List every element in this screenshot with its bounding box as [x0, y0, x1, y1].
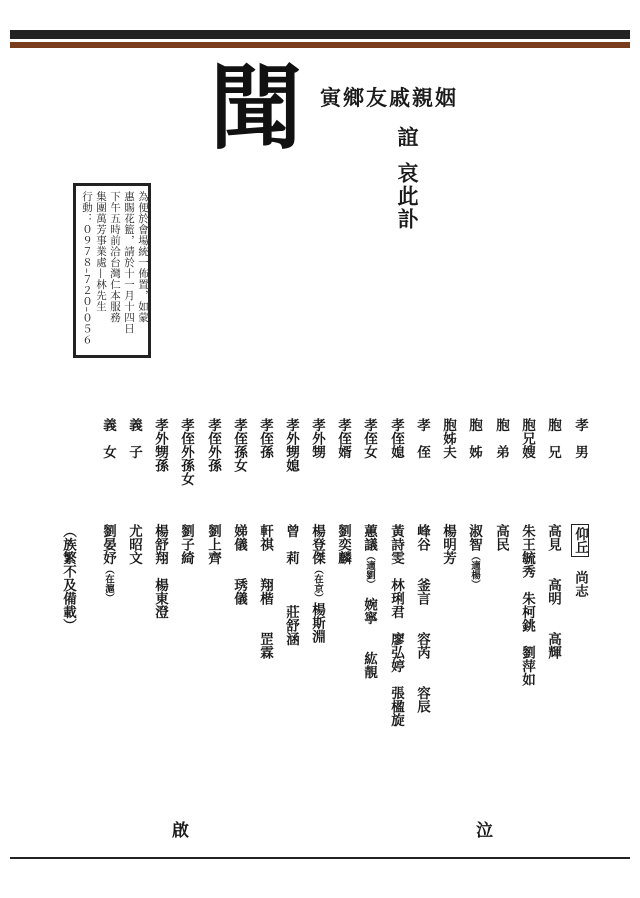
family-member-names	[412, 524, 432, 713]
member-name: 朱王毓秀 朱柯銚 劉萍如	[519, 524, 535, 686]
member-name: 劉晏妤	[100, 524, 116, 565]
title-character: 聞	[210, 54, 303, 162]
member-name: 尚志	[572, 557, 588, 598]
relation-label: 孝侄外孫女	[178, 418, 194, 486]
member-name: 軒祺 翔楷 罡霖	[257, 524, 273, 659]
relation-label: 孝侄婿	[335, 418, 351, 459]
member-note: （適劉）	[364, 551, 375, 585]
member-name: 劉上齊	[205, 524, 221, 565]
relation-label: 孝侄外孫	[205, 418, 221, 472]
family-member-names	[98, 524, 118, 603]
member-name: 楊斯淵	[309, 602, 325, 643]
relation-label: 胞 兄	[545, 418, 561, 459]
family-member-names	[438, 524, 458, 565]
notice-line: 下午五時前洽台灣仁本服務	[109, 191, 121, 323]
sign-weep: 泣	[476, 821, 493, 841]
family-member-names	[333, 524, 353, 565]
member-name: 曾 莉 莊舒涵	[283, 524, 299, 646]
member-name: 劉奕麟	[335, 524, 351, 565]
flower-notice-box	[73, 183, 151, 358]
header-line-1: 寅鄉友戚親姻	[320, 85, 458, 110]
member-name: 蕙議	[361, 524, 377, 551]
relation-label: 孝外甥孫	[152, 418, 168, 472]
relation-label: 胞 弟	[493, 418, 509, 459]
relation-label: 胞兄嫂	[519, 418, 535, 459]
member-name: 楊登傑	[309, 524, 325, 565]
relation-label: 孝侄媳	[388, 418, 404, 459]
relation-label: 孝 侄	[414, 418, 430, 459]
member-name: 劉子綺	[178, 524, 194, 565]
relation-label: 胞 姊	[466, 418, 482, 459]
footnote: （族繁不及備載）	[60, 524, 76, 632]
relation-label: 孝外甥媳	[283, 418, 299, 472]
family-member-names	[464, 524, 484, 589]
member-name: 婉寧 紘靚	[361, 584, 377, 679]
notice-line: 為便於會場統一佈置，如蒙	[137, 191, 149, 323]
relation-label: 孝 男	[572, 418, 588, 459]
header-line-3: 哀此訃	[395, 162, 420, 231]
notice-line: 惠賜花籃，請於十一月十四日	[123, 191, 135, 334]
highlighted-name: 仰丘	[571, 524, 589, 557]
family-member-names	[176, 524, 196, 565]
family-member-names	[124, 524, 144, 565]
member-name: 峰谷 釜言 容芮 容辰	[414, 524, 430, 713]
family-member-names	[491, 524, 511, 551]
member-note: （適楊）	[469, 551, 480, 589]
member-name: 高見 高明 高輝	[545, 524, 561, 659]
member-note: （在滬）	[103, 564, 114, 603]
relation-label: 義 女	[100, 418, 116, 459]
member-name: 黃詩雯 林琍君 廖弘婷 張楹旋	[388, 524, 404, 727]
top-brown-bar	[10, 42, 630, 48]
family-member-names	[203, 524, 223, 565]
header-line-2: 誼	[395, 126, 420, 149]
family-member-names	[150, 524, 170, 619]
family-member-names	[570, 524, 590, 598]
family-member-names	[281, 524, 301, 646]
family-member-names	[517, 524, 537, 686]
flower-notice-text	[80, 191, 150, 354]
relation-label: 孝外甥	[309, 418, 325, 459]
relation-label: 孝侄女	[361, 418, 377, 459]
member-note: （在京）	[312, 564, 323, 603]
notice-line: 集團萬芳事業處—林先生	[95, 191, 107, 312]
family-member-names	[543, 524, 563, 659]
relation-label: 義 子	[126, 418, 142, 459]
family-member-names	[229, 524, 249, 605]
member-name: 高民	[493, 524, 509, 551]
member-name: 楊明芳	[440, 524, 456, 565]
top-black-bar	[10, 30, 630, 39]
family-member-names	[386, 524, 406, 727]
member-name: 尤昭文	[126, 524, 142, 565]
bottom-rule	[10, 857, 630, 859]
member-name: 楊舒翔 楊東澄	[152, 524, 168, 619]
member-name: 淑智	[466, 524, 482, 551]
family-member-names	[359, 524, 379, 679]
notice-line: 行動：０９７８–７２０–０５６	[81, 191, 93, 346]
family-member-names	[307, 524, 327, 643]
member-name: 娣儀 琇儀	[231, 524, 247, 605]
relation-label: 孝侄孫	[257, 418, 273, 459]
sign-announce: 啟	[172, 821, 189, 841]
relation-label: 孝侄孫女	[231, 418, 247, 472]
family-member-names	[255, 524, 275, 659]
relation-label: 胞姊夫	[440, 418, 456, 459]
